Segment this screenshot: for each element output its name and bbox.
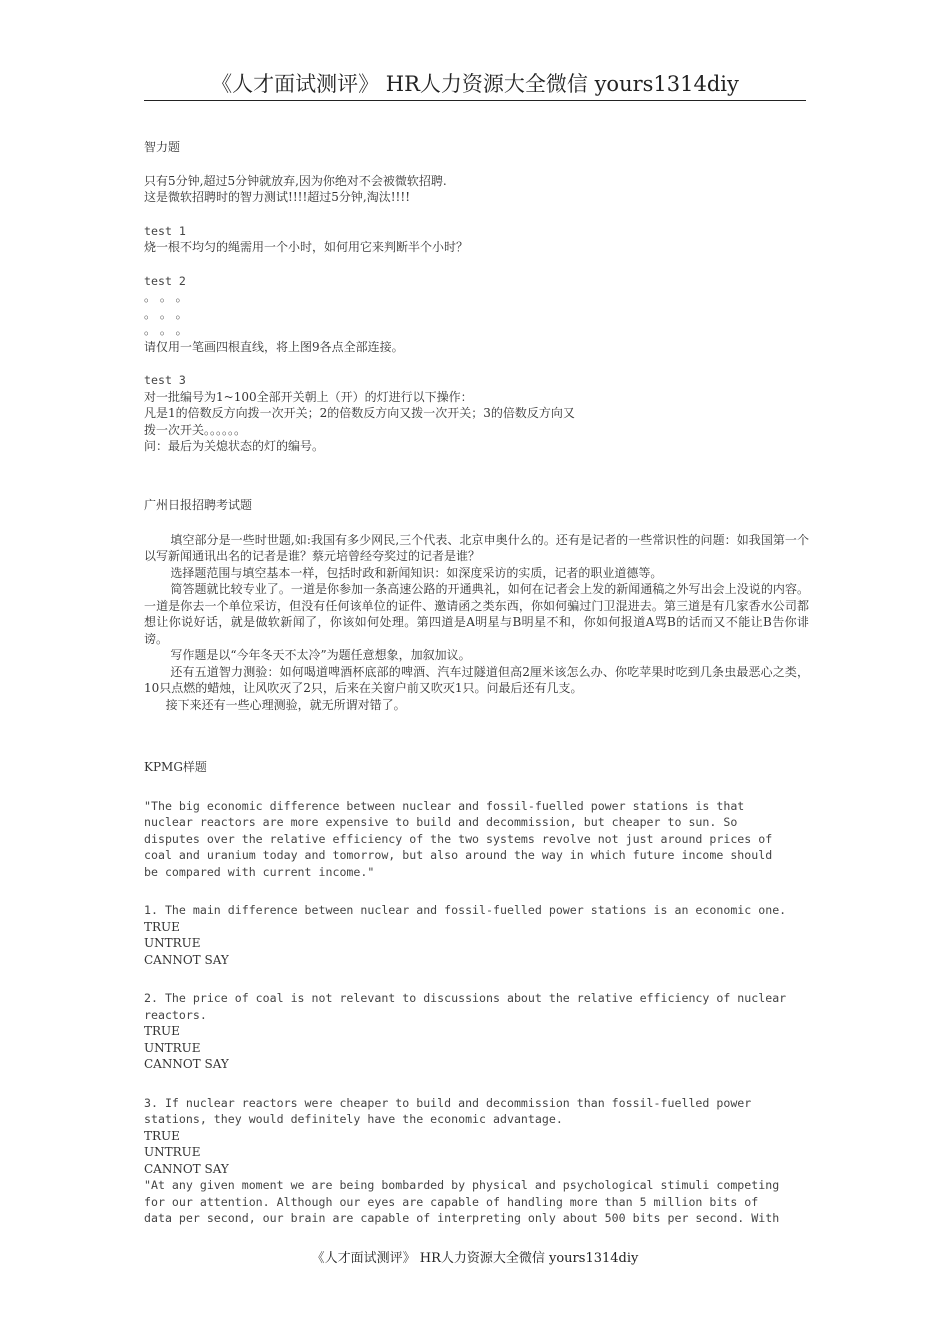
dot-row: 。 。 。: [144, 290, 188, 304]
dot-row: 。 。 。: [144, 323, 188, 337]
page-header: 《人才面试测评》 HR人力资源大全微信 yours1314diy: [144, 70, 806, 101]
question-3: stations, they would definitely have the economic advantage.: [144, 1112, 563, 1126]
passage2-line: "At any given moment we are being bombarded by physical and psychological stimuli competing: [144, 1178, 780, 1192]
test2-question: 请仅用一笔画四根直线，将上图9各点全部连接。: [144, 339, 404, 354]
test1-label: test 1: [144, 223, 186, 238]
iq-intro-1: 只有5分钟,超过5分钟就放弃,因为你绝对不会被微软招聘.: [144, 173, 447, 188]
gz-paragraph: 填空部分是一些时世题,如:我国有多少网民,三个代表、北京申奥什么的。还有是记者的一些常识性的问题：如我国第一个以写新闻通讯出名的记者是谁？蔡元培曾经夸奖过的记者是谁？: [144, 532, 809, 563]
question-2: reactors.: [144, 1007, 207, 1022]
test3-line: 对一批编号为1~100全部开关朝上（开）的灯进行以下操作：: [144, 389, 473, 404]
passage2-line: data per second, our brain are capable of interpreting only about 500 bits per second. With: [144, 1211, 780, 1225]
gz-paragraph: 还有五道智力测验：如何喝道啤酒杯底部的啤酒、汽车过隧道但高2厘米该怎么办、你吃苹果时吃到几条虫最恶心之类，10只点燃的蜡烛，让风吹灭了2只，后来在关窗户前又吹灭1只。问最后还有几支。: [144, 664, 809, 695]
option-untrue: UNTRUE: [144, 1040, 201, 1055]
option-true: TRUE: [144, 1024, 180, 1038]
test3-label: test 3: [144, 373, 186, 387]
passage-line: nuclear reactors are more expensive to build and decommission, but cheaper to sun. So: [144, 815, 738, 829]
dot-row: 。 。 。: [144, 306, 188, 321]
gz-paragraph: 简答题就比较专业了。一道是你参加一条高速公路的开通典礼，如何在记者会上发的新闻通稿之外写出会上没说的内容。一道是你去一个单位采访，但没有任何该单位的证件、邀请函之类东西，你如何骗过门卫混进去。第三道是有几家香水公司都想让你说好话，就是做软新闻了，你该如何处理。第四道是A明星与B明星不和，你如何报道A骂B的话而又不能让B告你诽谤。: [144, 582, 809, 646]
option-cannot-say: CANNOT SAY: [144, 952, 229, 967]
page-footer: 《人才面试测评》 HR人力资源大全微信 yours1314diy: [311, 1251, 639, 1266]
test1-question: 烧一根不均匀的绳需用一个小时，如何用它来判断半个小时？: [144, 240, 469, 254]
passage-line: coal and uranium today and tomorrow, but also around the way in which future income should: [144, 848, 773, 862]
kpmg-heading: KPMG样题: [144, 760, 207, 774]
test3-line: 拨一次开关。。。。。。: [144, 422, 247, 437]
passage2-line: for our attention. Although our eyes are capable of handling more than 5 million bits of: [144, 1194, 759, 1209]
kpmg-section: [144, 759, 809, 1227]
question-1: 1. The main difference between nuclear and fossil-fuelled power stations is an economic one.: [144, 903, 787, 917]
option-cannot-say: CANNOT SAY: [144, 1057, 229, 1071]
question-2: 2. The price of coal is not relevant to discussions about the relative efficiency of nuclear: [144, 991, 787, 1005]
option-true: TRUE: [144, 919, 180, 934]
gz-heading: 广州日报招聘考试题: [144, 498, 253, 512]
option-true: TRUE: [144, 1128, 180, 1143]
test3-line: 凡是1的倍数反方向拨一次开关；2的倍数反方向又拨一次开关；3的倍数反方向又: [144, 406, 575, 420]
iq-intro-2: 这是微软招聘时的智力测试!!!!超过5分钟,淘汰!!!!: [144, 190, 411, 204]
test2-label: test 2: [144, 273, 186, 288]
iq-section: [144, 139, 809, 455]
iq-heading: 智力题: [144, 140, 181, 154]
test3-line: 问：最后为关熄状态的灯的编号。: [144, 439, 325, 453]
option-untrue: UNTRUE: [144, 936, 201, 950]
option-untrue: UNTRUE: [144, 1145, 201, 1159]
gz-paragraph: 写作题是以“今年冬天不太冷”为题任意想象，加叙加议。: [170, 648, 471, 662]
passage-line: be compared with current income.": [144, 864, 375, 879]
gz-section: [144, 497, 809, 713]
passage-line: "The big economic difference between nuclear and fossil-fuelled power stations is that: [144, 798, 745, 813]
gz-paragraph: 选择题范围与填空基本一样，包括时政和新闻知识：如深度采访的实质，记者的职业道德等。: [170, 565, 663, 580]
option-cannot-say: CANNOT SAY: [144, 1161, 229, 1176]
gz-paragraph: 接下来还有一些心理测验，就无所谓对错了。: [165, 697, 406, 712]
passage-line: disputes over the relative efficiency of the two systems revolve not just around prices of: [144, 831, 773, 846]
question-3: 3. If nuclear reactors were cheaper to build and decommission than fossil-fuelled power: [144, 1095, 752, 1110]
